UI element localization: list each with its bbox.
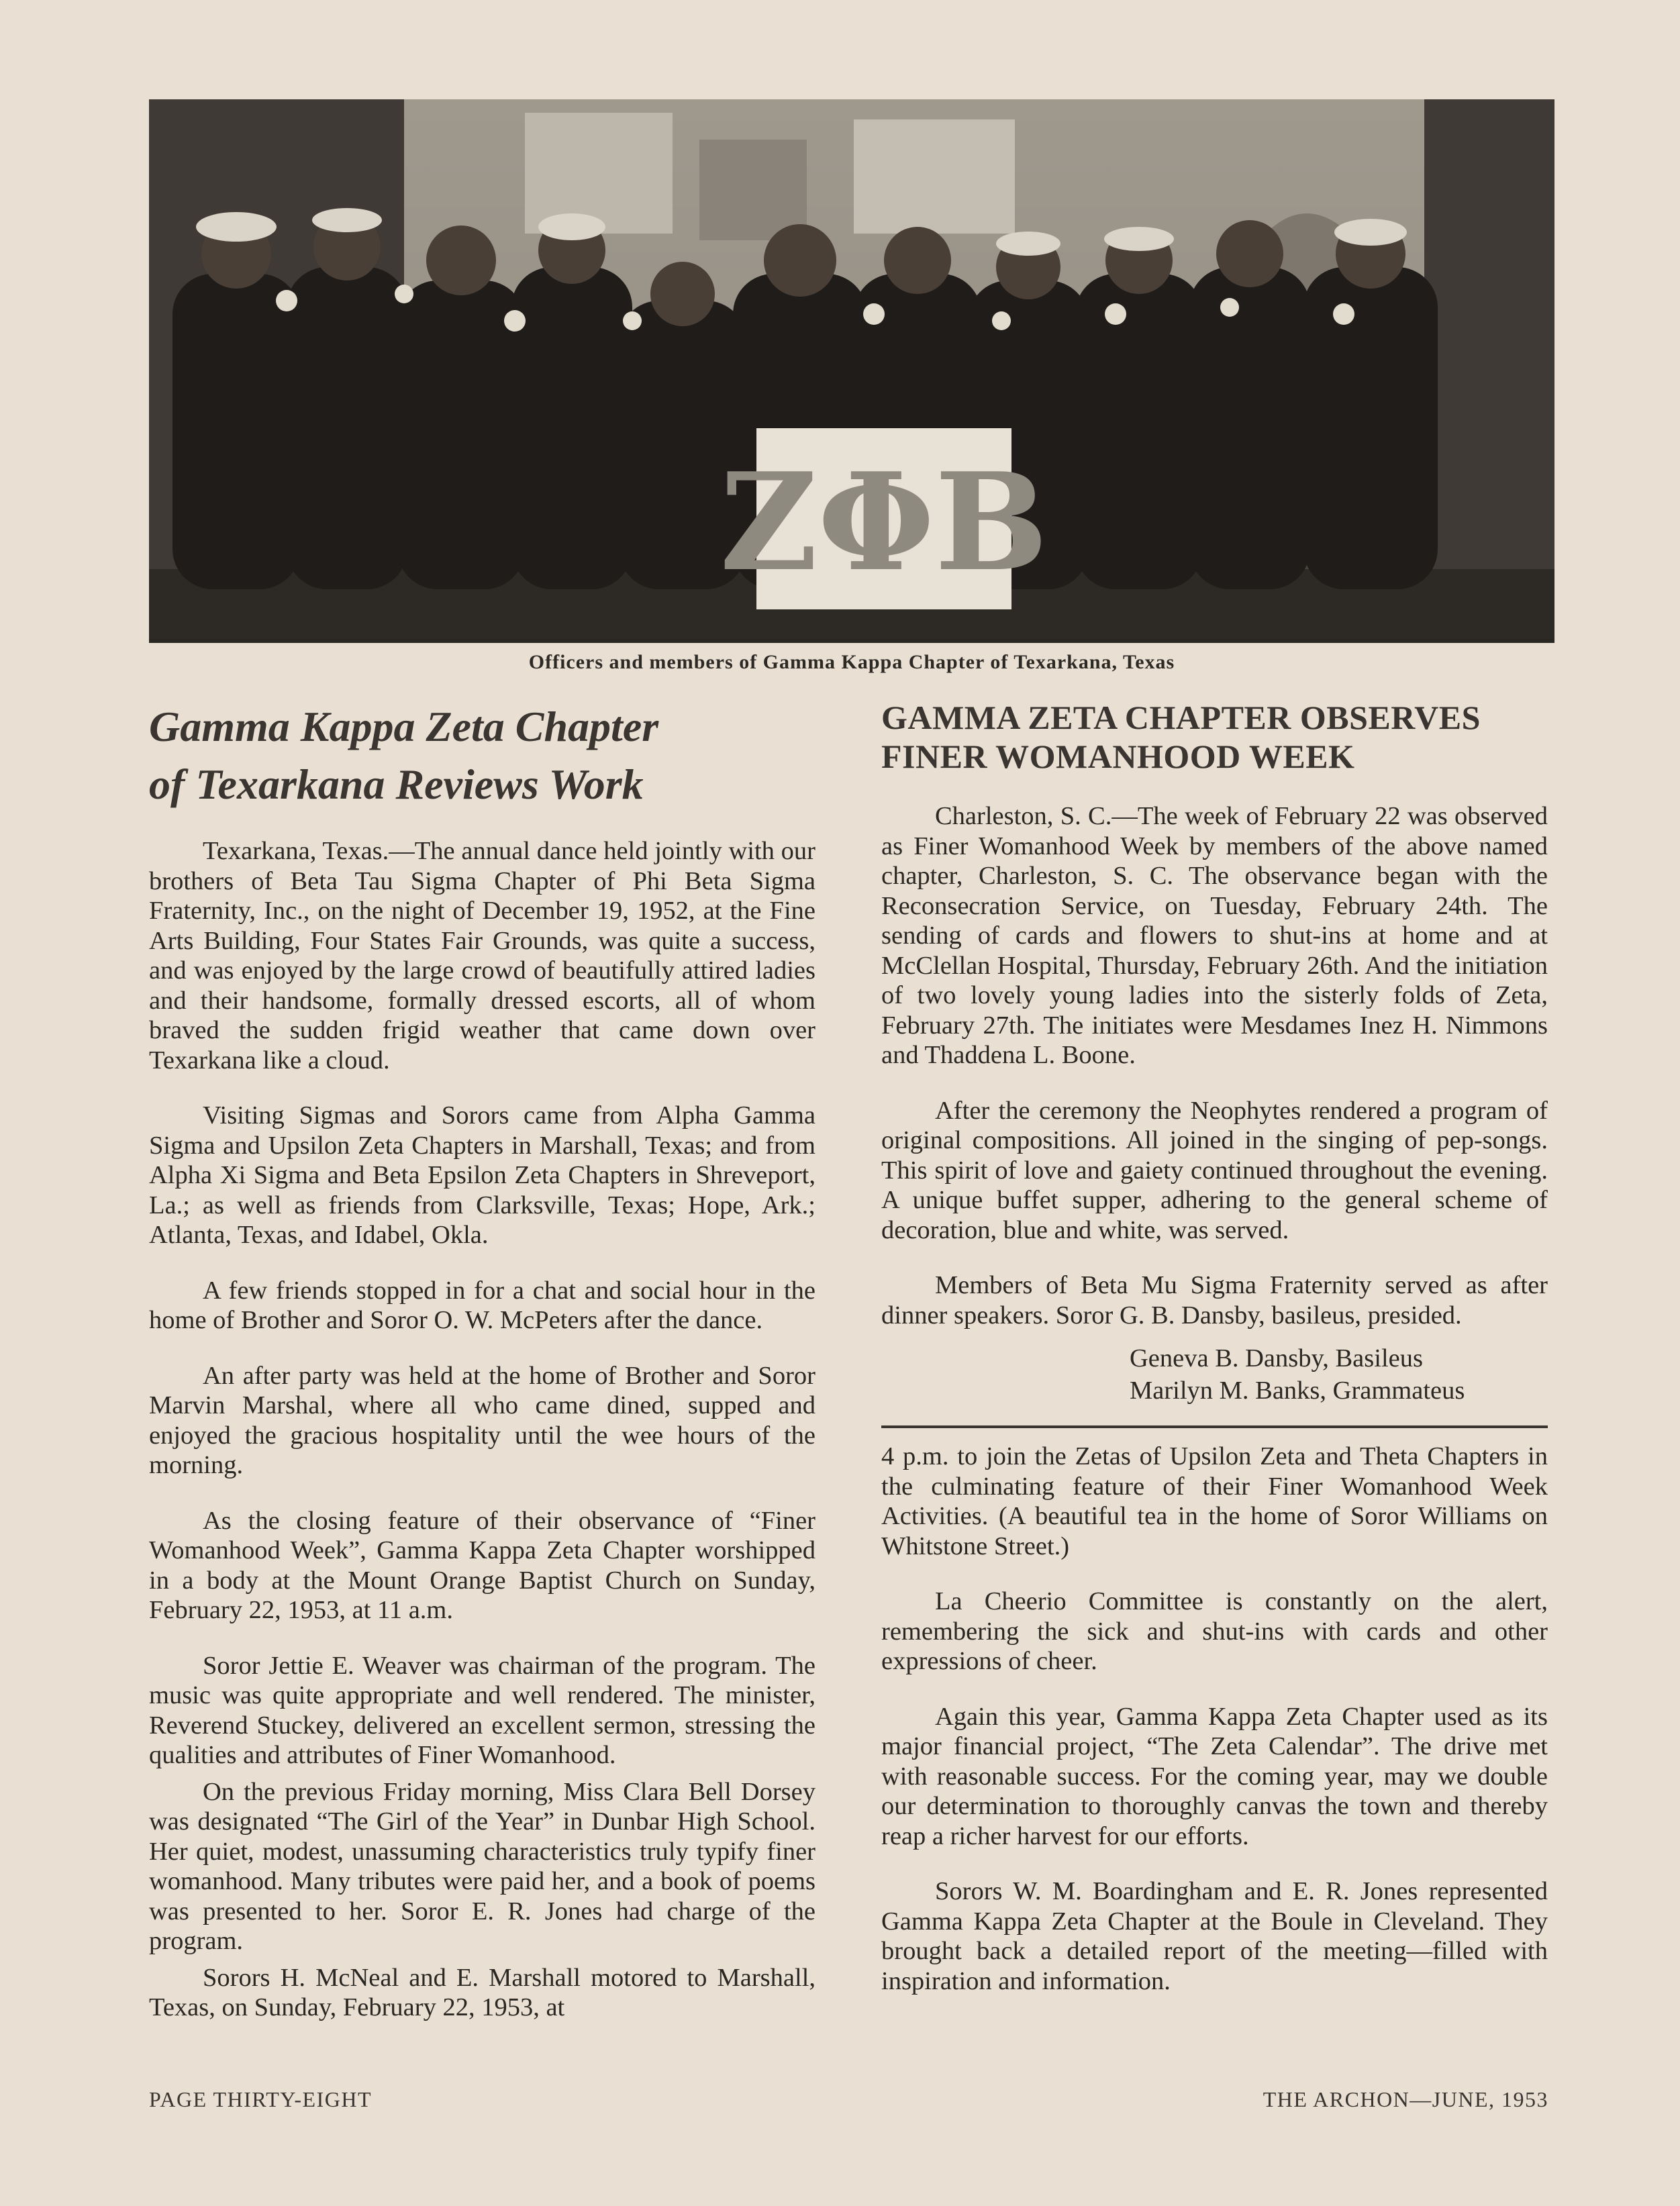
right-column bbox=[881, 698, 1548, 2021]
continued-paragraph: Again this year, Gamma Kappa Zeta Chapter used as its major financial project, “The Zeta Calendar”. The drive met with reasonable success. For the coming year, may we double our determination to thoroughly canvas the town and thereby reap a richer harvest for our efforts. bbox=[881, 1702, 1548, 1850]
left-paragraph: A few friends stopped in for a chat and social hour in the home of Brother and Soror O. W. McPeters after the dance. bbox=[149, 1276, 816, 1334]
left-paragraph: On the previous Friday morning, Miss Clara Bell Dorsey was designated “The Girl of the Year” in Dunbar High School. Her quiet, modest, unassuming characteristics truly typify finer womanhood. Many tributes were paid her, and a book of poems was presented to her. Soror E. R. Jones had charge of the program. bbox=[149, 1777, 816, 1955]
left-paragraph: Soror Jettie E. Weaver was chairman of the program. The music was quite appropriate and well rendered. The minister, Reverend Stuckey, delivered an excellent sermon, stressing the qualities and attributes of Finer Womanhood. bbox=[149, 1651, 816, 1769]
left-title-line-2: of Texarkana Reviews Work bbox=[149, 760, 644, 808]
right-title-line-2: FINER WOMANHOOD WEEK bbox=[881, 738, 1355, 775]
left-paragraph: As the closing feature of their observance of “Finer Womanhood Week”, Gamma Kappa Zeta Chapter worshipped in a body at the Mount Orange Baptist Church on Sunday, February 22, 1953, at 11 a.m. bbox=[149, 1506, 816, 1624]
signature-basileus: Geneva B. Dansby, Basileus bbox=[1130, 1344, 1423, 1372]
page-number: PAGE THIRTY-EIGHT bbox=[149, 2087, 373, 2111]
continued-paragraph: Sorors W. M. Boardingham and E. R. Jones represented Gamma Kappa Zeta Chapter at the Boule in Cleveland. They brought back a detailed report of the meeting—filled with inspiration and information. bbox=[881, 1877, 1548, 1995]
right-paragraph: Charleston, S. C.—The week of February 22 was observed as Finer Womanhood Week by members of the above named chapter, Charleston, S. C. The observance began with the Reconsecration Service, on Tuesday, February 24th. The sending of cards and flowers to shut-ins at home and at McClellan Hospital, Thursday, February 26th. And the initiation of two lovely young ladies into the sisterly folds of Zeta, February 27th. The initiates were Mesdames Inez H. Nimmons and Thaddena L. Boone. bbox=[881, 802, 1548, 1069]
left-column bbox=[149, 698, 816, 2029]
left-paragraph: Visiting Sigmas and Sorors came from Alpha Gamma Sigma and Upsilon Zeta Chapters in Marshall, Texas; and from Alpha Xi Sigma and Beta Epsilon Zeta Chapters in Shreveport, La.; as well as friends from Clarksville, Texas; Hope, Ark.; Atlanta, Texas, and Idabel, Okla. bbox=[149, 1101, 816, 1249]
column-divider bbox=[881, 1425, 1548, 1428]
left-title-line-1: Gamma Kappa Zeta Chapter bbox=[149, 703, 659, 750]
right-title-line-1: GAMMA ZETA CHAPTER OBSERVES bbox=[881, 699, 1481, 736]
left-paragraph: Texarkana, Texas.—The annual dance held jointly with our brothers of Beta Tau Sigma Chapter of Phi Beta Sigma Fraternity, Inc., on the night of December 19, 1952, at the Fine Arts Building, Four States Fair Grounds, was quite a success, and was enjoyed by the large crowd of beautifully attired ladies and their handsome, formally dressed escorts, all of whom braved the sudden frigid weather that came down over Texarkana like a cloud. bbox=[149, 837, 816, 1074]
right-article-title bbox=[881, 698, 1548, 776]
left-article-title bbox=[149, 698, 816, 813]
photo-illustration bbox=[149, 99, 1554, 639]
continued-paragraph: La Cheerio Committee is constantly on the alert, remembering the sick and shut-ins with cards and other expressions of cheer. bbox=[881, 1587, 1548, 1675]
right-paragraph: Members of Beta Mu Sigma Fraternity served as after dinner speakers. Soror G. B. Dansby, basileus, presided. bbox=[881, 1271, 1548, 1330]
publication-footer: THE ARCHON—JUNE, 1953 bbox=[1263, 2087, 1548, 2111]
signature-grammateus: Marilyn M. Banks, Grammateus bbox=[1130, 1376, 1465, 1405]
group-photo bbox=[149, 99, 1554, 643]
right-paragraph: After the ceremony the Neophytes rendered a program of original compositions. All joined in the singing of pep-songs. This spirit of love and gaiety continued throughout the evening. A unique buffet supper, adhering to the general scheme of decoration, blue and white, was served. bbox=[881, 1096, 1548, 1244]
banner-letters: ΖΦΒ bbox=[720, 444, 1048, 601]
continued-paragraph: 4 p.m. to join the Zetas of Upsilon Zeta and Theta Chapters in the culminating feature of their Finer Womanhood Week Activities. (A beautiful tea in the home of Soror Williams on Whitstone Street.) bbox=[881, 1442, 1548, 1560]
left-paragraph: An after party was held at the home of Brother and Soror Marvin Marshal, where all who came dined, supped and enjoyed the gracious hospitality until the wee hours of the morning. bbox=[149, 1361, 816, 1479]
left-paragraph: Sorors H. McNeal and E. Marshall motored to Marshall, Texas, on Sunday, February 22, 1953, at bbox=[149, 1963, 816, 2021]
photo-caption: Officers and members of Gamma Kappa Chapter of Texarkana, Texas bbox=[528, 651, 1175, 673]
